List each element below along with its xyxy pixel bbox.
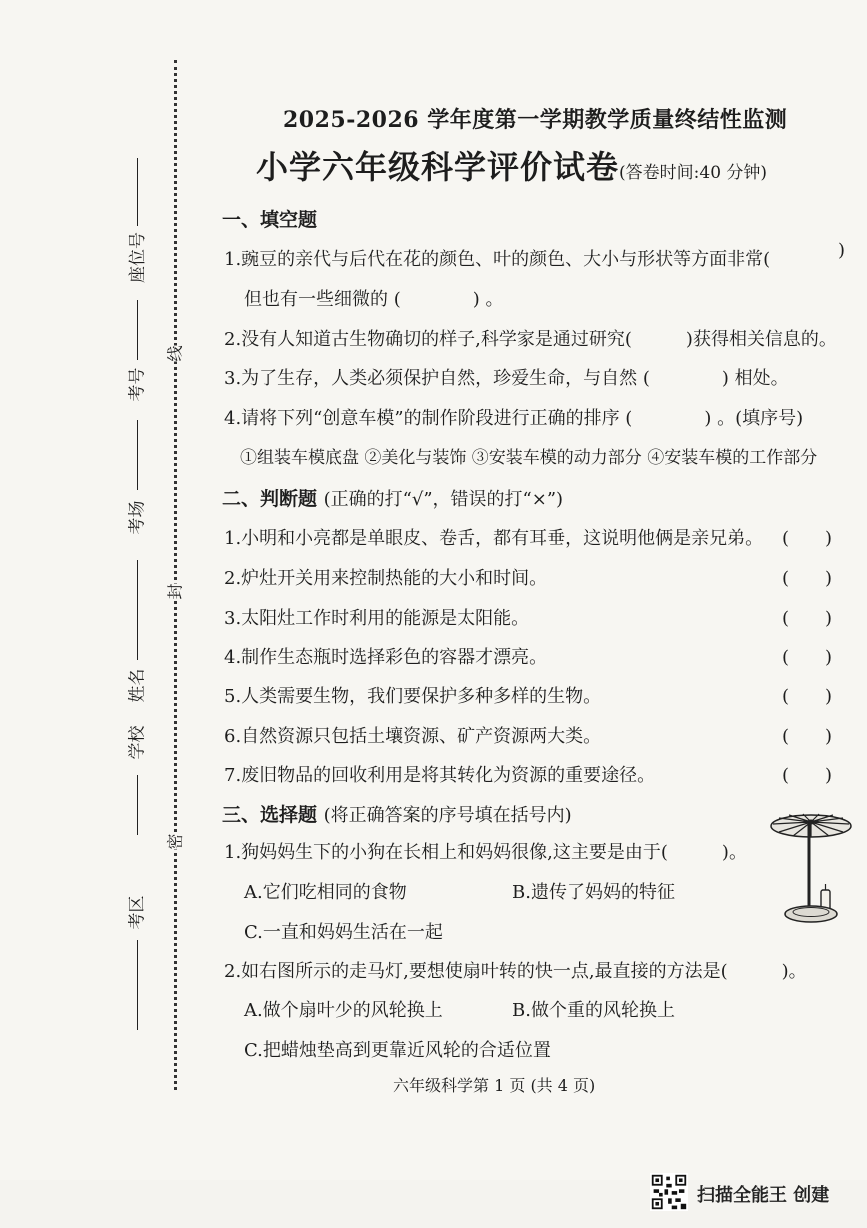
- section-judge-instruction: (正确的打“√”，错误的打“×”): [323, 489, 564, 510]
- exam-number-line: [137, 300, 138, 360]
- judge-answer-1[interactable]: ( ): [782, 528, 833, 549]
- judge-item-3: 3.太阳灶工作时利用的能源是太阳能。: [224, 608, 530, 629]
- section-choice-heading: 三、选择题: [222, 804, 318, 826]
- choice-q1-option-c: C.一直和妈妈生活在一起: [244, 922, 443, 943]
- seal-char-secret: 密: [161, 833, 188, 849]
- exam-title-line2: [256, 142, 767, 188]
- judge-answer-4[interactable]: ( ): [782, 647, 833, 668]
- fill-q4: 4.请将下列“创意车模”的制作阶段进行正确的排序 ( ) 。(填序号): [224, 408, 804, 429]
- fill-q1-close-paren: ): [838, 240, 846, 261]
- fill-q2: 2.没有人知道古生物确切的样子,科学家是通过研究( )获得相关信息的。: [224, 329, 837, 350]
- choice-q1-option-b: B.遗传了妈妈的特征: [512, 882, 675, 903]
- judge-answer-7[interactable]: ( ): [782, 765, 833, 786]
- judge-item-6: 6.自然资源只包括土壤资源、矿产资源两大类。: [224, 726, 602, 747]
- exam-title-line1: 2025-2026 学年度第一学期教学质量终结性监测: [283, 107, 788, 133]
- section-choice-title: [222, 800, 572, 827]
- judge-answer-6[interactable]: ( ): [782, 726, 833, 747]
- fill-q4-options: ①组装车模底盘 ②美化与装饰 ③安装车模的动力部分 ④安装车模的工作部分: [240, 448, 818, 468]
- seal-char-seal: 封: [161, 583, 188, 599]
- choice-q1: 1.狗妈妈生下的小狗在长相上和妈妈很像,这主要是由于( )。: [224, 842, 747, 863]
- section-fill-title: 一、填空题: [222, 209, 318, 231]
- section-judge-heading: 二、判断题: [222, 488, 318, 510]
- choice-q2-option-c: C.把蜡烛垫高到更靠近风轮的合适位置: [244, 1040, 551, 1061]
- section-choice-instruction: (将正确答案的序号填在括号内): [323, 805, 572, 826]
- judge-item-7: 7.废旧物品的回收利用是将其转化为资源的重要途径。: [224, 765, 656, 786]
- revolving-lantern-illustration: [765, 800, 857, 930]
- scanner-watermark: 扫描全能王 创建: [697, 1185, 830, 1206]
- judge-item-2: 2.炉灶开关用来控制热能的大小和时间。: [224, 568, 548, 589]
- judge-answer-5[interactable]: ( ): [782, 686, 833, 707]
- name-label: 姓名: [127, 668, 148, 703]
- school-label: 学校: [127, 725, 148, 760]
- choice-q2-option-b: B.做个重的风轮换上: [512, 1000, 675, 1021]
- judge-item-4: 4.制作生态瓶时选择彩色的容器才漂亮。: [224, 647, 548, 668]
- fill-q1-line2: 但也有一些细微的 ( ) 。: [244, 289, 504, 310]
- district-label: 考区: [127, 895, 148, 930]
- choice-q2-option-a: A.做个扇叶少的风轮换上: [244, 1000, 443, 1021]
- fill-q1-line1: 1.豌豆的亲代与后代在花的颜色、叶的颜色、大小与形状等方面非常(: [224, 249, 771, 270]
- seal-dotted-line: [174, 60, 177, 1090]
- section-judge-title: [222, 484, 563, 511]
- exam-time-note: (答卷时间:40 分钟): [619, 163, 768, 183]
- exam-room-label: 考场: [127, 500, 148, 535]
- exam-room-line: [137, 420, 138, 490]
- judge-answer-3[interactable]: ( ): [782, 608, 833, 629]
- choice-q2: 2.如右图所示的走马灯,要想使扇叶转的快一点,最直接的方法是( )。: [224, 961, 807, 982]
- judge-item-1: 1.小明和小亮都是单眼皮、卷舌，都有耳垂，这说明他俩是亲兄弟。: [224, 528, 764, 549]
- seat-number-line: [137, 158, 138, 226]
- judge-item-5: 5.人类需要生物，我们要保护多种多样的生物。: [224, 686, 602, 707]
- district-line: [137, 940, 138, 1030]
- exam-title-main: 小学六年级科学评价试卷: [256, 148, 620, 186]
- qr-code-icon: [650, 1173, 688, 1211]
- school-line: [137, 775, 138, 835]
- fill-q3: 3.为了生存，人类必须保护自然，珍爱生命，与自然 ( ) 相处。: [224, 368, 789, 389]
- judge-answer-2[interactable]: ( ): [782, 568, 833, 589]
- name-line: [137, 560, 138, 660]
- seal-char-line: 线: [161, 345, 188, 361]
- page-footer: 六年级科学第 1 页 (共 4 页): [393, 1076, 596, 1095]
- seat-number-label: 座位号: [128, 232, 148, 283]
- choice-q1-option-a: A.它们吃相同的食物: [244, 882, 407, 903]
- exam-number-label: 考号: [127, 367, 148, 402]
